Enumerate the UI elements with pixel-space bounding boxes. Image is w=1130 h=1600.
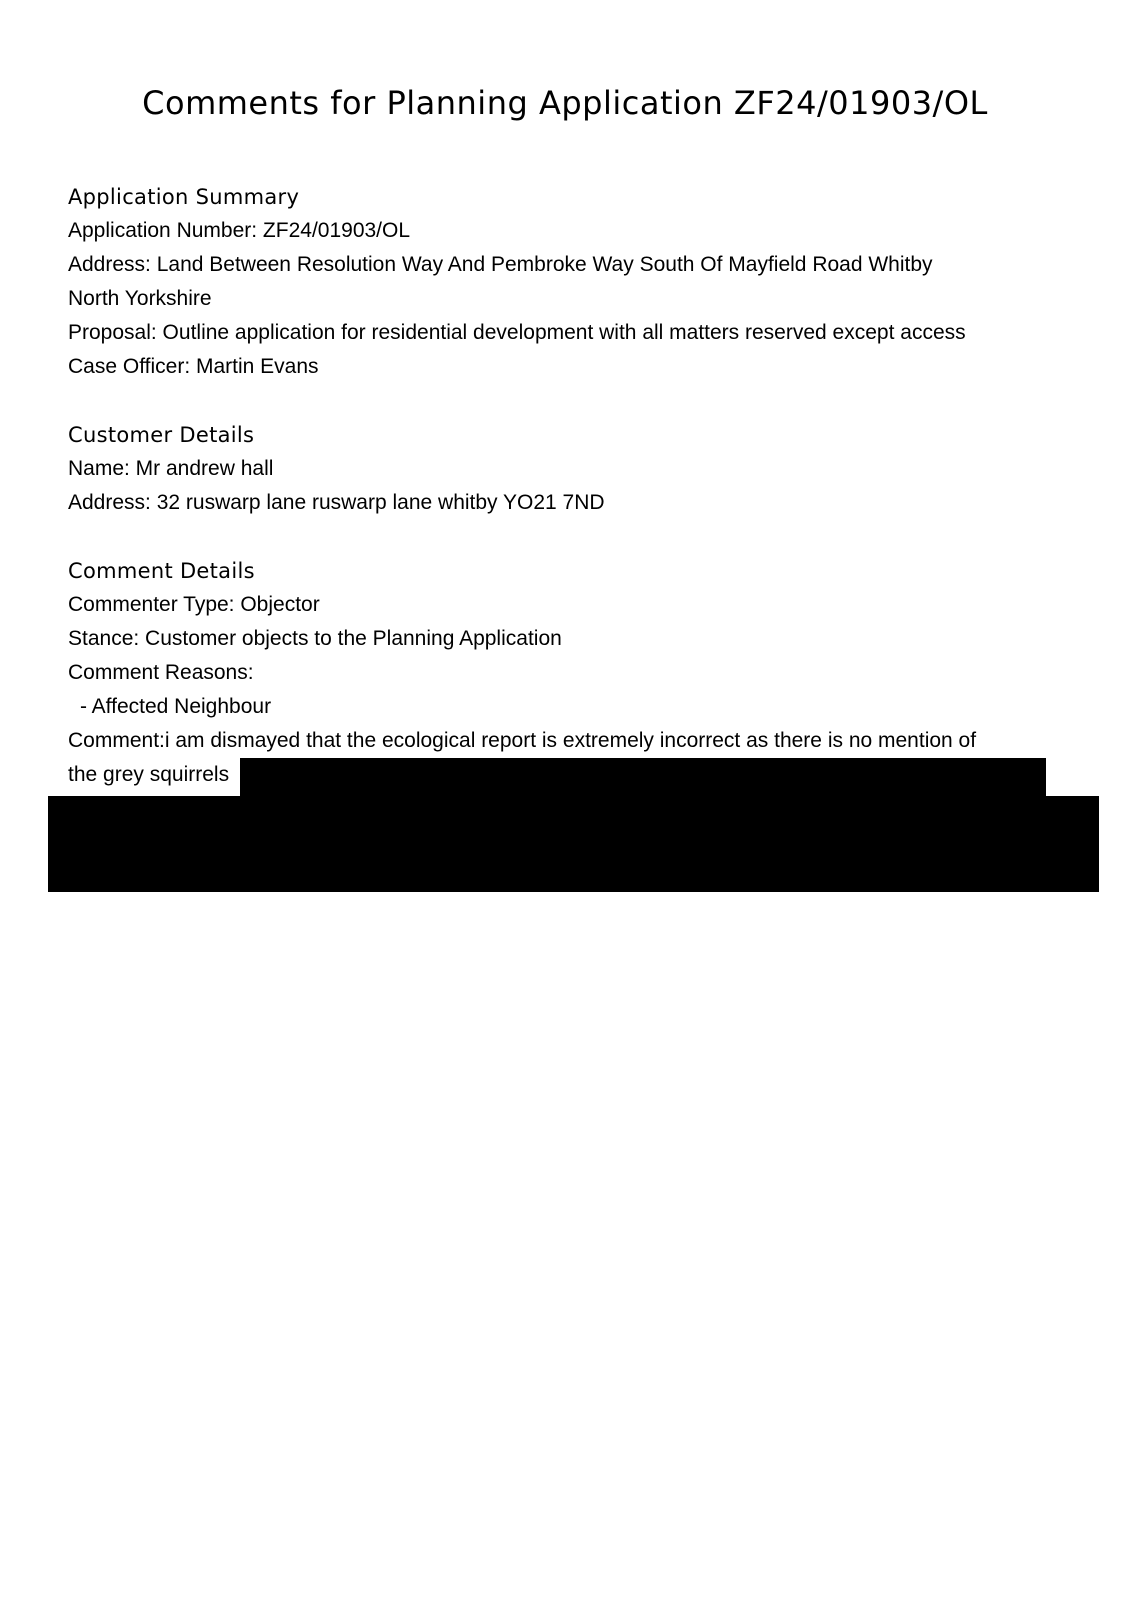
page-title: Comments for Planning Application ZF24/01903/OL xyxy=(142,84,988,122)
site-address-line-2: North Yorkshire xyxy=(68,287,212,310)
section-spacer xyxy=(68,520,1068,554)
comment-details-heading: Comment Details xyxy=(68,559,255,583)
customer-address: Address: 32 ruswarp lane ruswarp lane whitby YO21 7ND xyxy=(68,491,605,514)
document-body xyxy=(68,180,1068,792)
customer-details-section xyxy=(68,418,1068,520)
customer-name: Name: Mr andrew hall xyxy=(68,457,274,480)
comment-text-line-2: the grey squirrels xyxy=(68,763,230,786)
comment-reason-item: - Affected Neighbour xyxy=(80,695,272,718)
stance: Stance: Customer objects to the Planning Application xyxy=(68,627,562,650)
section-spacer xyxy=(68,384,1068,418)
comment-text-line-1: Comment:i am dismayed that the ecological report is extremely incorrect as there is no mention of xyxy=(68,729,977,752)
application-summary-heading: Application Summary xyxy=(68,185,300,209)
site-address-line-1: Address: Land Between Resolution Way And Pembroke Way South Of Mayfield Road Whitby xyxy=(68,253,933,276)
comment-reasons-label: Comment Reasons: xyxy=(68,661,254,684)
application-summary-section xyxy=(68,180,1068,384)
proposal: Proposal: Outline application for residential development with all matters reserved except access xyxy=(68,321,966,344)
redaction-block xyxy=(240,758,1046,798)
redaction-block xyxy=(48,796,1099,892)
comment-details-section xyxy=(68,554,1068,792)
customer-details-heading: Customer Details xyxy=(68,423,255,447)
application-number: Application Number: ZF24/01903/OL xyxy=(68,219,411,242)
commenter-type: Commenter Type: Objector xyxy=(68,593,320,616)
case-officer: Case Officer: Martin Evans xyxy=(68,355,319,378)
